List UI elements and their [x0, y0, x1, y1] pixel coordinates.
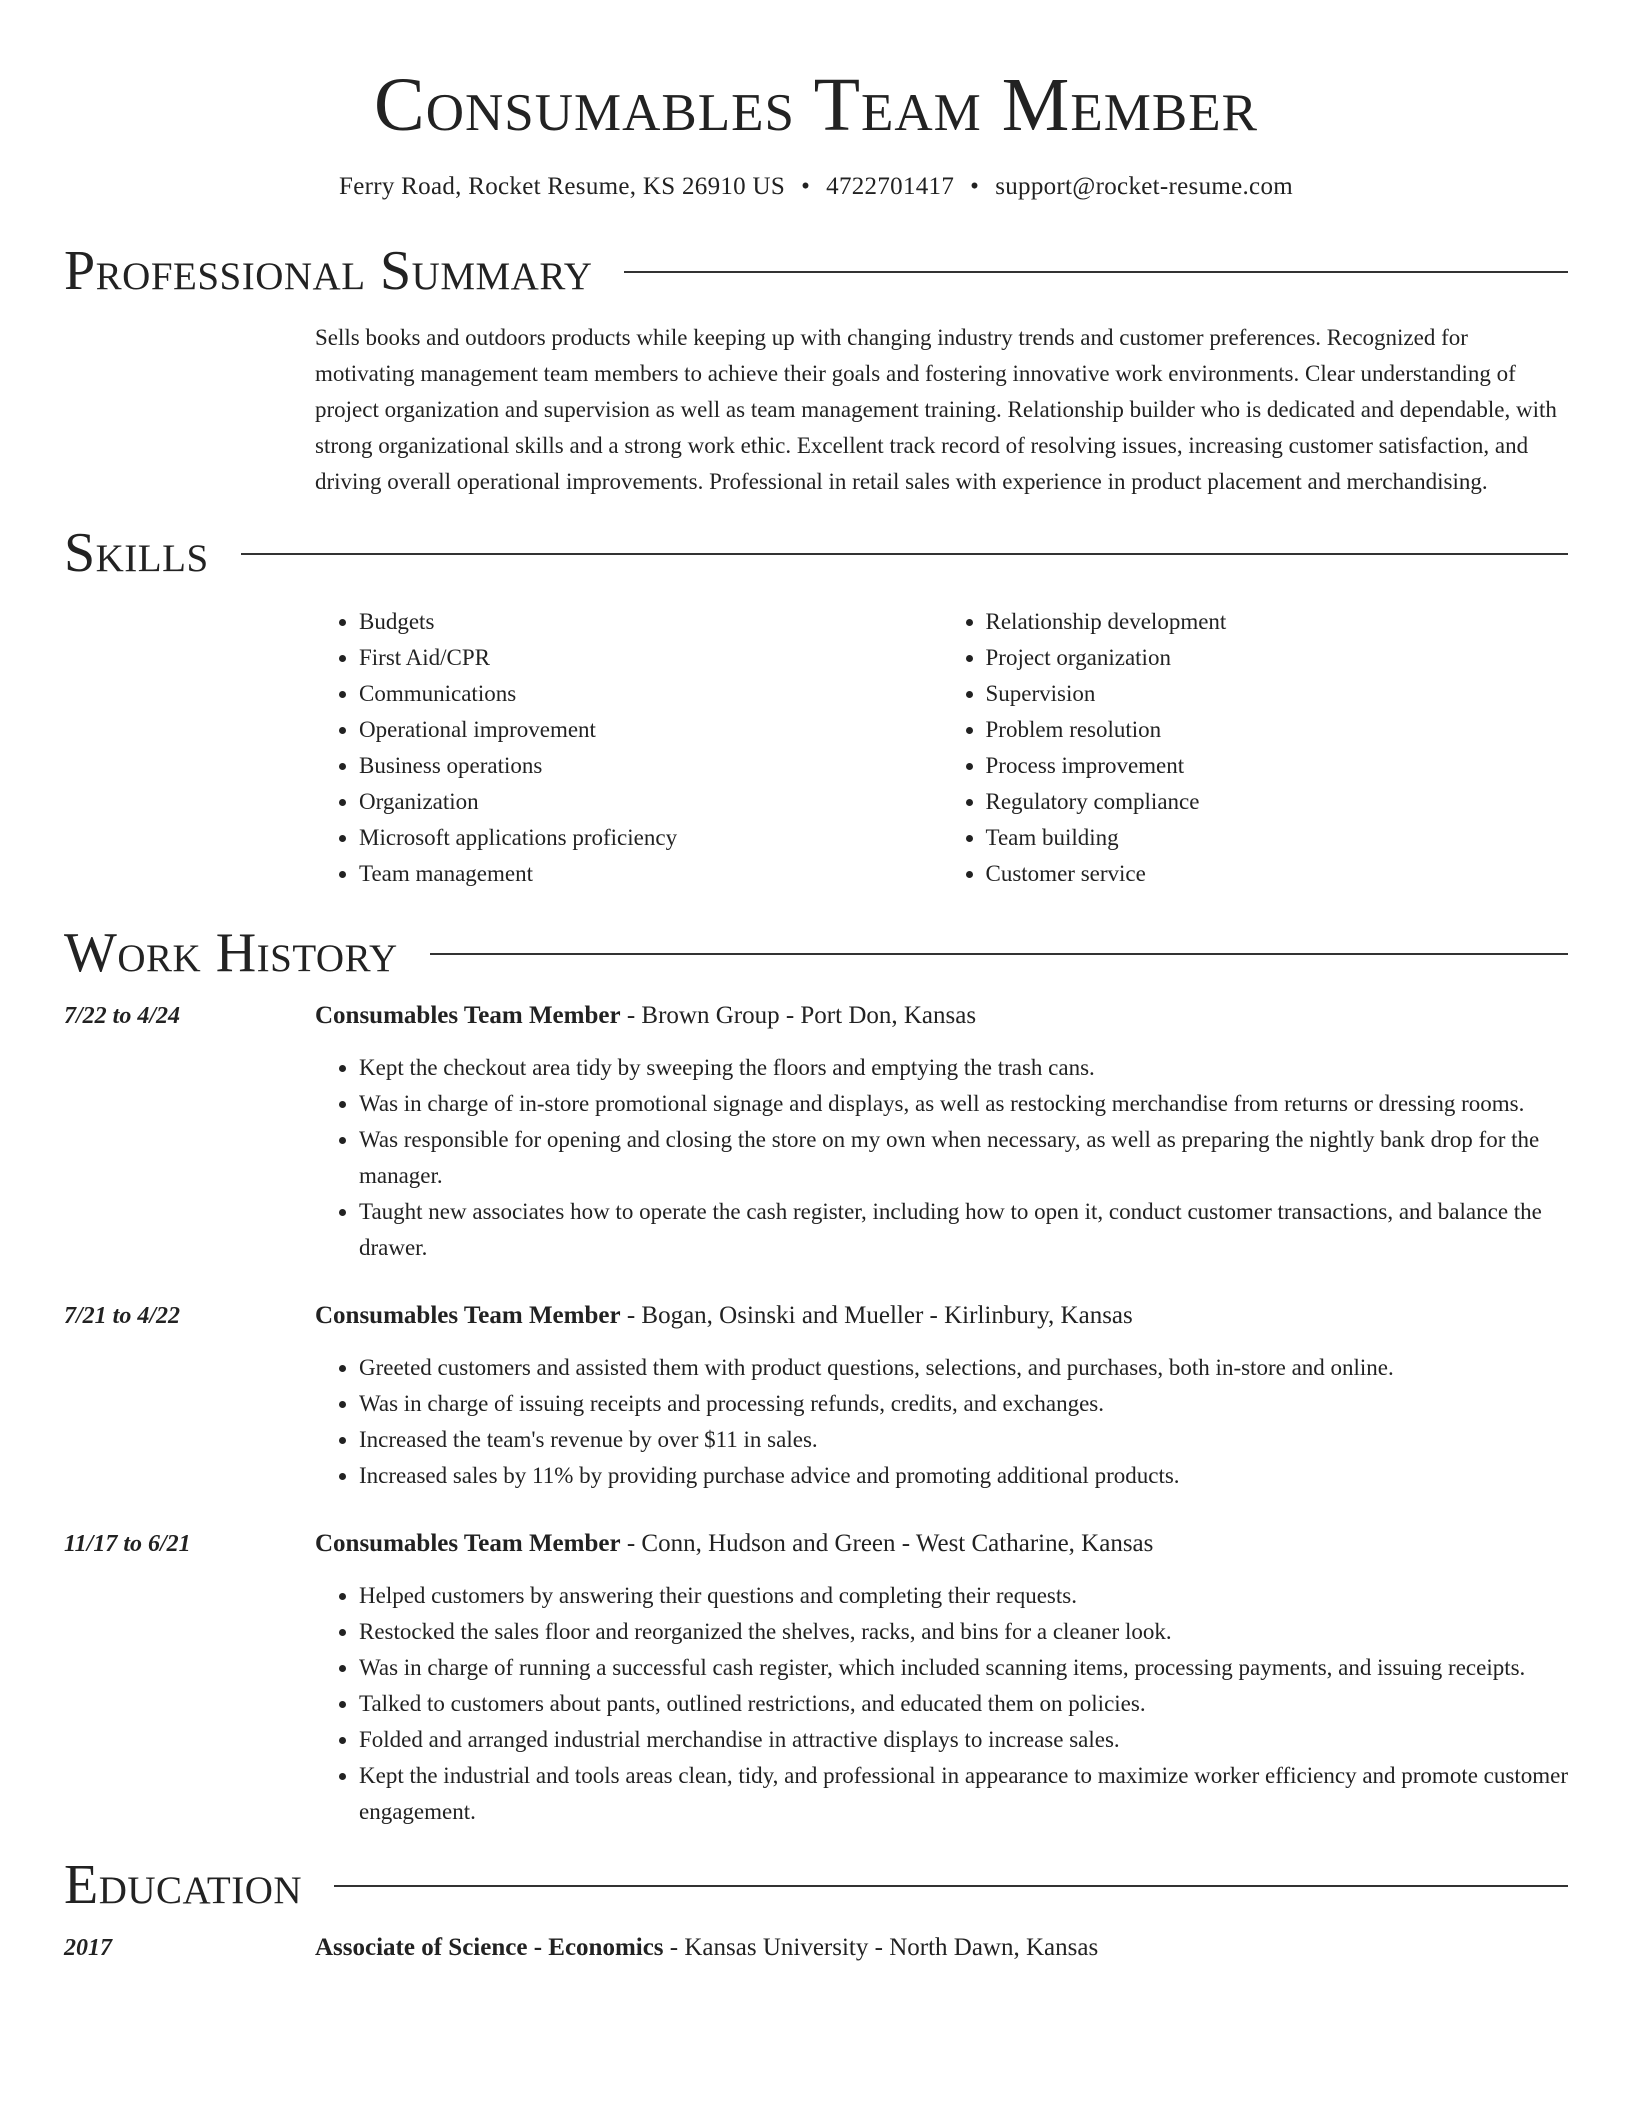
skill-item: • Organization: [359, 784, 942, 820]
job-bullet: • Helped customers by answering their questions and completing their requests.: [359, 1578, 1568, 1614]
job-entry: [64, 1526, 1568, 1830]
skill-item: • Microsoft applications proficiency: [359, 820, 942, 856]
skill-item: • Regulatory compliance: [986, 784, 1569, 820]
skill-item: • Team building: [986, 820, 1569, 856]
skills-column-left: [315, 604, 942, 892]
skill-item: • Budgets: [359, 604, 942, 640]
job-bullet: • Talked to customers about pants, outlined restrictions, and educated them on policies.: [359, 1686, 1568, 1722]
job-bullets: [315, 1578, 1568, 1830]
section-divider: [430, 953, 1568, 955]
skill-item: • Operational improvement: [359, 712, 942, 748]
contact-line: [64, 170, 1568, 204]
skill-item: • Business operations: [359, 748, 942, 784]
job-employer: - Brown Group - Port Don, Kansas: [620, 1002, 977, 1029]
job-dates: 11/17 to 6/21: [64, 1531, 191, 1557]
summary-text: Sells books and outdoors products while keeping up with changing industry trends and customer preferences. Recognized for motivating management team members to achieve their goals and fostering innovative work environments. Clear understanding of project organization and supervision as well as team management training. Relationship builder who is dedicated and dependable, with strong organizational skills and a strong work ethic. Excellent track record of resolving issues, increasing customer satisfaction, and driving overall operational improvements. Professional in retail sales with experience in product placement and merchandising.: [315, 325, 1557, 494]
job-body: [315, 998, 1568, 1266]
skill-item: • Team management: [359, 856, 942, 892]
education-body: [315, 1930, 1568, 1966]
job-bullet: • Was responsible for opening and closing the store on my own when necessary, as well as preparing the nightly bank drop for the manager.: [359, 1122, 1568, 1194]
resume-page: [64, 0, 1568, 1966]
job-title: Consumables Team Member: [315, 1302, 621, 1329]
job-body: [315, 1526, 1568, 1830]
skill-item: • Communications: [359, 676, 942, 712]
job-body: [315, 1298, 1568, 1494]
job-title-line: [315, 998, 1568, 1034]
job-bullet: • Was in charge of in-store promotional signage and displays, as well as restocking merchandise from returns or dressing rooms.: [359, 1086, 1568, 1122]
job-bullet: • Increased sales by 11% by providing purchase advice and promoting additional products.: [359, 1458, 1568, 1494]
education-section-header: [64, 1852, 1568, 1918]
skill-item: • First Aid/CPR: [359, 640, 942, 676]
skills-heading: Skills: [64, 522, 209, 584]
job-bullet: • Was in charge of issuing receipts and processing refunds, credits, and exchanges.: [359, 1386, 1568, 1422]
education-dates: 2017: [64, 1935, 112, 1961]
education-entry: [64, 1930, 1568, 1966]
job-title-line: [315, 1298, 1568, 1334]
education-heading: Education: [64, 1854, 303, 1916]
job-bullet: • Folded and arranged industrial merchandise in attractive displays to increase sales.: [359, 1722, 1568, 1758]
skills-section-header: [64, 520, 1568, 586]
job-dates: 7/22 to 4/24: [64, 1003, 181, 1029]
skill-item: • Process improvement: [986, 748, 1569, 784]
skill-item: • Project organization: [986, 640, 1569, 676]
job-entry: [64, 1298, 1568, 1494]
job-title: Consumables Team Member: [315, 1530, 621, 1557]
section-divider: [624, 271, 1568, 273]
section-divider: [334, 1885, 1568, 1887]
skill-item: • Supervision: [986, 676, 1569, 712]
section-divider: [241, 553, 1568, 555]
contact-address: Ferry Road, Rocket Resume, KS 26910 US: [338, 173, 786, 200]
education-school: - Kansas University - North Dawn, Kansas: [663, 1934, 1099, 1961]
job-bullet: • Kept the checkout area tidy by sweeping the floors and emptying the trash cans.: [359, 1050, 1568, 1086]
job-bullet: • Greeted customers and assisted them with product questions, selections, and purchases, both in-store and online.: [359, 1350, 1568, 1386]
job-bullet: • Taught new associates how to operate the cash register, including how to open it, conduct customer transactions, and balance the drawer.: [359, 1194, 1568, 1266]
job-bullets: [315, 1350, 1568, 1494]
job-title: Consumables Team Member: [315, 1002, 621, 1029]
job-bullet: • Was in charge of running a successful cash register, which included scanning items, processing payments, and issuing receipts.: [359, 1650, 1568, 1686]
skill-item: • Customer service: [986, 856, 1569, 892]
education-line: [315, 1930, 1568, 1966]
job-entry: [64, 998, 1568, 1266]
work-heading: Work History: [64, 922, 398, 984]
job-bullet: • Restocked the sales floor and reorganized the shelves, racks, and bins for a cleaner look.: [359, 1614, 1568, 1650]
work-section-header: [64, 920, 1568, 986]
summary-heading: Professional Summary: [64, 240, 593, 302]
contact-phone: 4722701417: [826, 173, 955, 200]
contact-separator: •: [970, 173, 980, 200]
skill-item: • Problem resolution: [986, 712, 1569, 748]
education-degree: Associate of Science - Economics: [315, 1934, 664, 1961]
contact-separator: •: [801, 173, 811, 200]
skill-item: • Relationship development: [986, 604, 1569, 640]
job-dates: 7/21 to 4/22: [64, 1303, 181, 1329]
skills-list: [315, 604, 1568, 892]
job-employer: - Bogan, Osinski and Mueller - Kirlinbury, Kansas: [620, 1302, 1133, 1329]
job-bullet: • Increased the team's revenue by over $11 in sales.: [359, 1422, 1568, 1458]
candidate-name: Consumables Team Member: [374, 63, 1258, 147]
job-bullet: • Kept the industrial and tools areas clean, tidy, and professional in appearance to maximize worker efficiency and promote customer engagement.: [359, 1758, 1568, 1830]
contact-email[interactable]: support@rocket-resume.com: [995, 173, 1293, 200]
job-title-line: [315, 1526, 1568, 1562]
skills-column-right: [942, 604, 1569, 892]
job-employer: - Conn, Hudson and Green - West Catharine, Kansas: [620, 1530, 1154, 1557]
summary-section-header: [64, 238, 1568, 304]
job-bullets: [315, 1050, 1568, 1266]
